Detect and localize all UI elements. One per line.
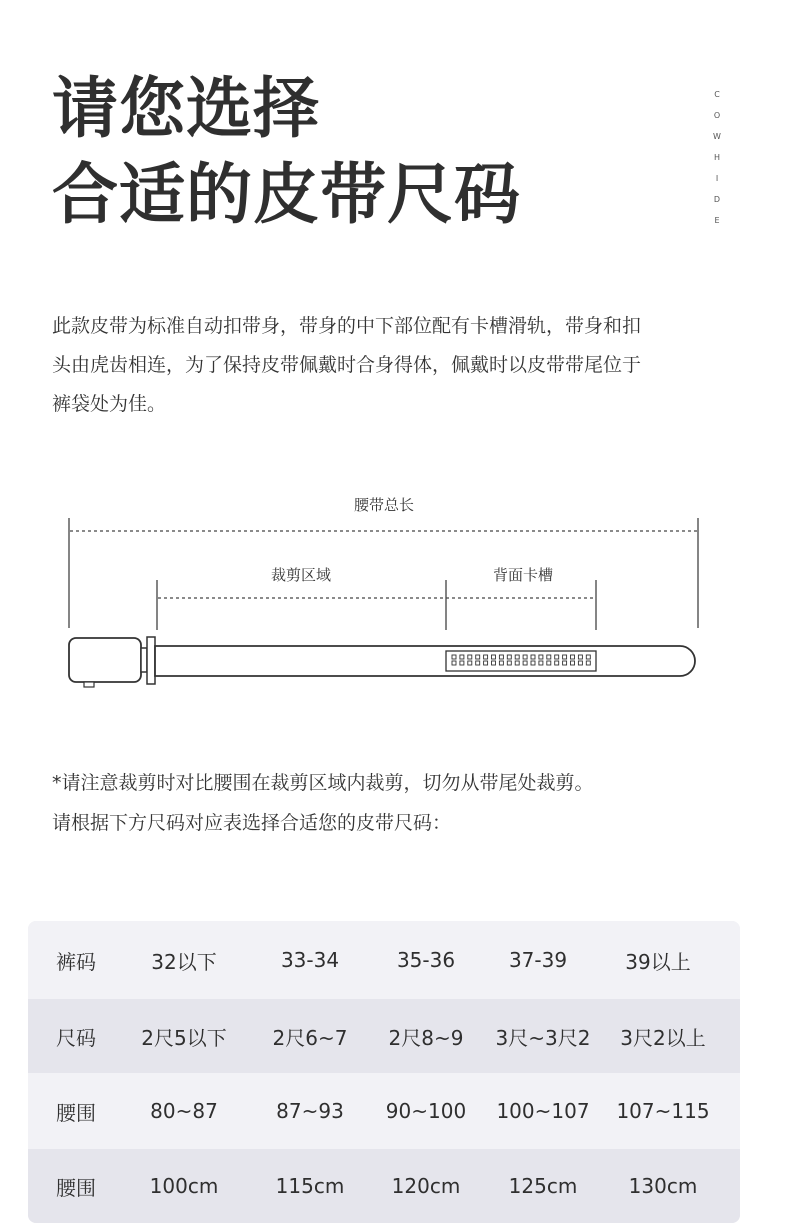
description-line: 头由虎齿相连，为了保持皮带佩戴时合身得体，佩戴时以皮带带尾位于 <box>52 354 642 376</box>
table-cell: 80~87 <box>150 1099 218 1123</box>
table-cell: 115cm <box>275 1174 345 1198</box>
table-cell: 39以上 <box>625 949 691 974</box>
table-cell: 2尺8~9 <box>388 1025 464 1050</box>
table-cell: 100~107 <box>496 1099 590 1123</box>
table-cell: 2尺5以下 <box>141 1025 227 1050</box>
table-cell: 130cm <box>628 1174 698 1198</box>
table-cell: 120cm <box>391 1174 461 1198</box>
side-letter: O <box>713 111 721 120</box>
table-cell: 35-36 <box>396 948 456 972</box>
page-title-line2: 合适的皮带尺码 <box>52 156 521 233</box>
table-cell: 37-39 <box>508 948 568 972</box>
row-header: 裤码 <box>56 949 96 974</box>
table-cell: 107~115 <box>616 1099 710 1123</box>
side-letter: E <box>714 216 720 225</box>
belt-illustration <box>0 480 790 710</box>
cut-warning-note: *请注意裁剪时对比腰围在裁剪区域内裁剪，切勿从带尾处裁剪。 <box>52 772 594 794</box>
size-instruction-note: 请根据下方尺码对应表选择合适您的皮带尺码： <box>52 812 452 834</box>
table-cell: 90~100 <box>385 1099 467 1123</box>
table-cell: 125cm <box>508 1174 578 1198</box>
table-cell: 100cm <box>149 1174 219 1198</box>
cowhide-vertical-text <box>711 88 723 228</box>
cut-area-label: 裁剪区域 <box>270 566 332 584</box>
total-length-label: 腰带总长 <box>353 496 415 514</box>
table-cell: 2尺6~7 <box>272 1025 348 1050</box>
belt-diagram <box>0 480 790 710</box>
row-header: 腰围 <box>56 1100 96 1125</box>
buckle-shape <box>69 638 141 682</box>
table-cell: 32以下 <box>151 949 217 974</box>
table-cell: 33-34 <box>280 948 340 972</box>
table-cell: 3尺~3尺2 <box>495 1025 591 1050</box>
description-line: 此款皮带为标准自动扣带身，带身的中下部位配有卡槽滑轨，带身和扣 <box>52 315 642 337</box>
back-slot-label: 背面卡槽 <box>492 566 554 584</box>
strap-shape <box>155 646 695 676</box>
description-line: 裤袋处为佳。 <box>52 393 167 415</box>
row-header: 腰围 <box>56 1175 96 1200</box>
side-letter: H <box>713 153 720 162</box>
side-letter: I <box>715 174 719 183</box>
page-title-line1: 请您选择 <box>52 70 320 147</box>
table-cell: 3尺2以上 <box>620 1025 706 1050</box>
row-header: 尺码 <box>56 1025 96 1050</box>
table-cell: 87~93 <box>276 1099 344 1123</box>
table-row <box>28 1073 740 1149</box>
table-row <box>28 921 740 999</box>
size-table <box>28 921 740 1223</box>
side-letter: C <box>714 90 720 99</box>
side-letter: D <box>713 195 721 204</box>
table-row <box>28 1149 740 1223</box>
side-letter: W <box>713 132 721 141</box>
table-row <box>28 999 740 1073</box>
